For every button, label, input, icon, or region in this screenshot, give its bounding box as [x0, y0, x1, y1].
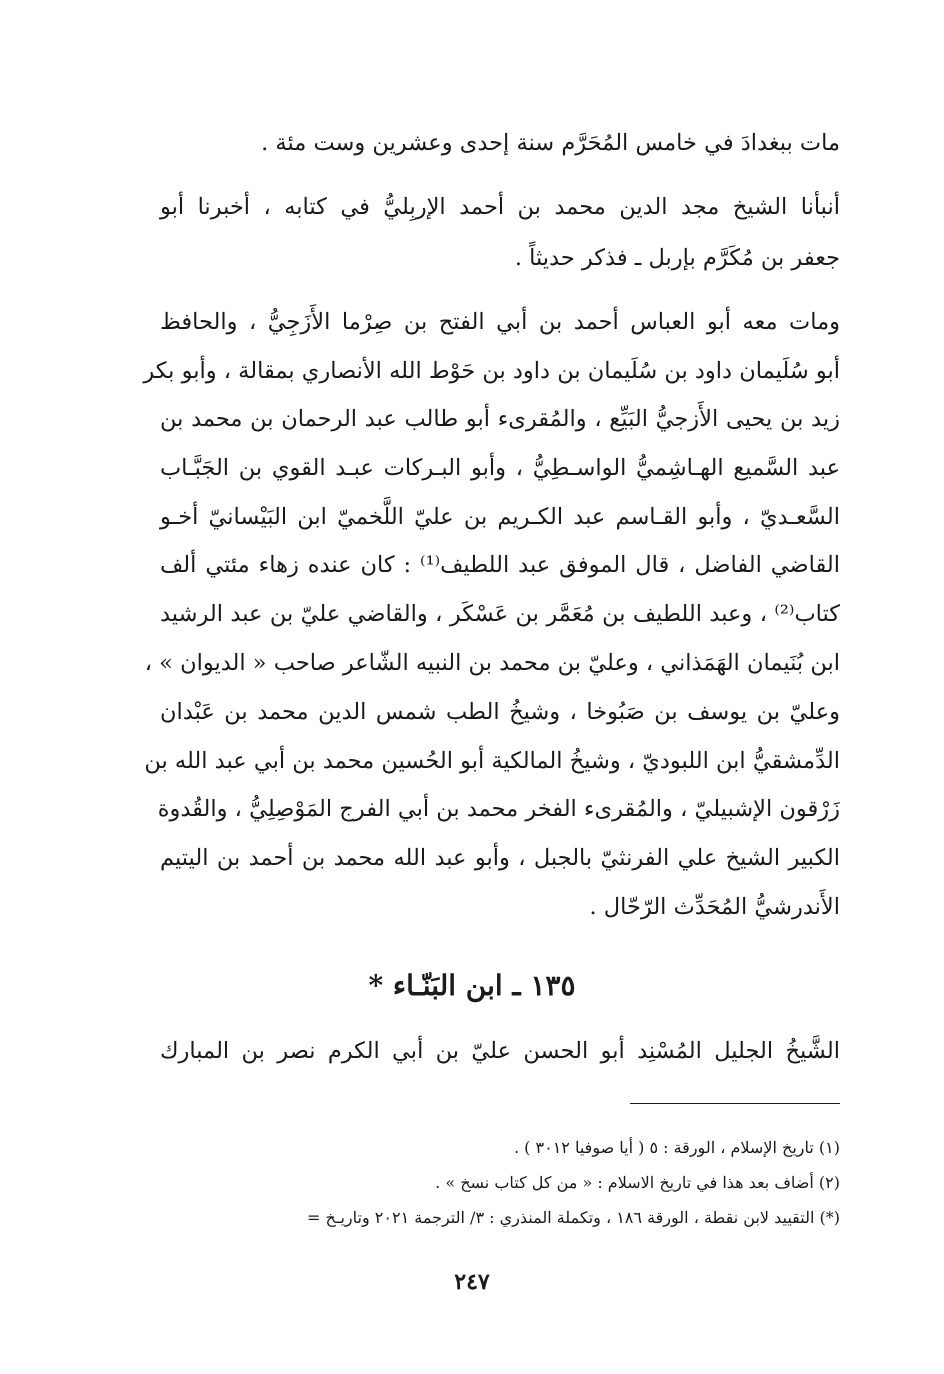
entry-heading: ١٣٥ ـ ابن البَنّـاء * — [368, 969, 576, 1002]
text-line-13: الدِّمشقيُّ ابن اللبوديّ ، وشيخُ المالكية أبو الحُسين محمد بن أبي عبد الله بن — [144, 748, 840, 774]
text-line-7: عبد السَّميع الهـاشِميُّ الواسـطِيُّ ، وأبو البـركات عبـد القوي بن الجَبَّـاب — [160, 455, 840, 481]
text-line-10: كتاب⁽²⁾ ، وعبد اللطيف بن مُعَمَّر بن عَسْكَر ، والقاضي عليّ بن عبد الرشيد — [160, 601, 840, 627]
text-line-11: ابن بُنَيمان الهَمَذاني ، وعليّ بن محمد بن النبيه الشّاعر صاحب « الديوان » ، — [144, 650, 840, 676]
text-line-9: القاضي الفاضل ، قال الموفق عبد اللطيف⁽¹⁾ : كان عنده زهاء مئتي ألف — [160, 552, 841, 578]
text-line-6: زيد بن يحيى الأَزجيُّ البَيِّع ، والمُقرىء أبو طالب عبد الرحمان بن محمد بن — [160, 406, 840, 432]
text-line-1: مات ببغدادَ في خامس المُحَرَّم سنة إحدى وعشرين وست مئة . — [261, 130, 840, 156]
text-line-4: ومات معه أبو العباس أحمد بن أبي الفتح بن صِرْما الأَزَجِيُّ ، والحافظ — [160, 309, 840, 335]
text-line-12: وعليّ بن يوسف بن صَبُوخا ، وشيخُ الطب شمس الدين محمد بن عَبْدان — [160, 699, 840, 725]
text-line-8: السَّعـديّ ، وأبو القـاسم عبد الكـريم بن عليّ اللَّخميّ ابن البَيْسانيّ أخـو — [160, 504, 840, 530]
entry-first-line: الشَّيخُ الجليل المُسْنِد أبو الحسن عليّ بن أبي الكرم نصر بن المبارك — [160, 1038, 840, 1064]
text-line-14: زَرْقون الإشبيليّ ، والمُقرىء الفخر محمد بن أبي الفرج المَوْصِلِيُّ ، والقُدوة — [157, 796, 840, 822]
footnote-divider — [630, 1103, 840, 1104]
text-line-16: الأَندرشيُّ المُحَدِّث الرّحّال . — [589, 894, 840, 920]
footnote-3: (*) التقييد لابن نقطة ، الورقة ١٨٦ ، وتكملة المنذري : ٣/ الترجمة ٢٠٢١ وتاريـخ = — [306, 1208, 840, 1227]
footnote-1: (١) تاريخ الإسلام ، الورقة : ٥ ( أيا صوفيا ٣٠١٢ ) . — [514, 1138, 840, 1157]
text-line-5: أبو سُلَيمان داود بن سُلَيمان بن داود بن حَوْط الله الأنصاري بمقالة ، وأبو بكر — [143, 358, 840, 384]
footnote-2: (٢) أضاف بعد هذا في تاريخ الاسلام : « من كل كتاب نسخ » . — [435, 1173, 840, 1192]
text-line-15: الكبير الشيخ علي الفرنثيّ بالجبل ، وأبو عبد الله محمد بن أحمد بن اليتيم — [160, 845, 840, 871]
text-line-2: أنبأنا الشيخ مجد الدين محمد بن أحمد الإربِليُّ في كتابه ، أخبرنا أبو — [160, 194, 840, 220]
text-line-3: جعفر بن مُكَرَّم بإربل ـ فذكر حديثاً . — [514, 245, 840, 271]
page-number: ٢٤٧ — [454, 1269, 490, 1295]
